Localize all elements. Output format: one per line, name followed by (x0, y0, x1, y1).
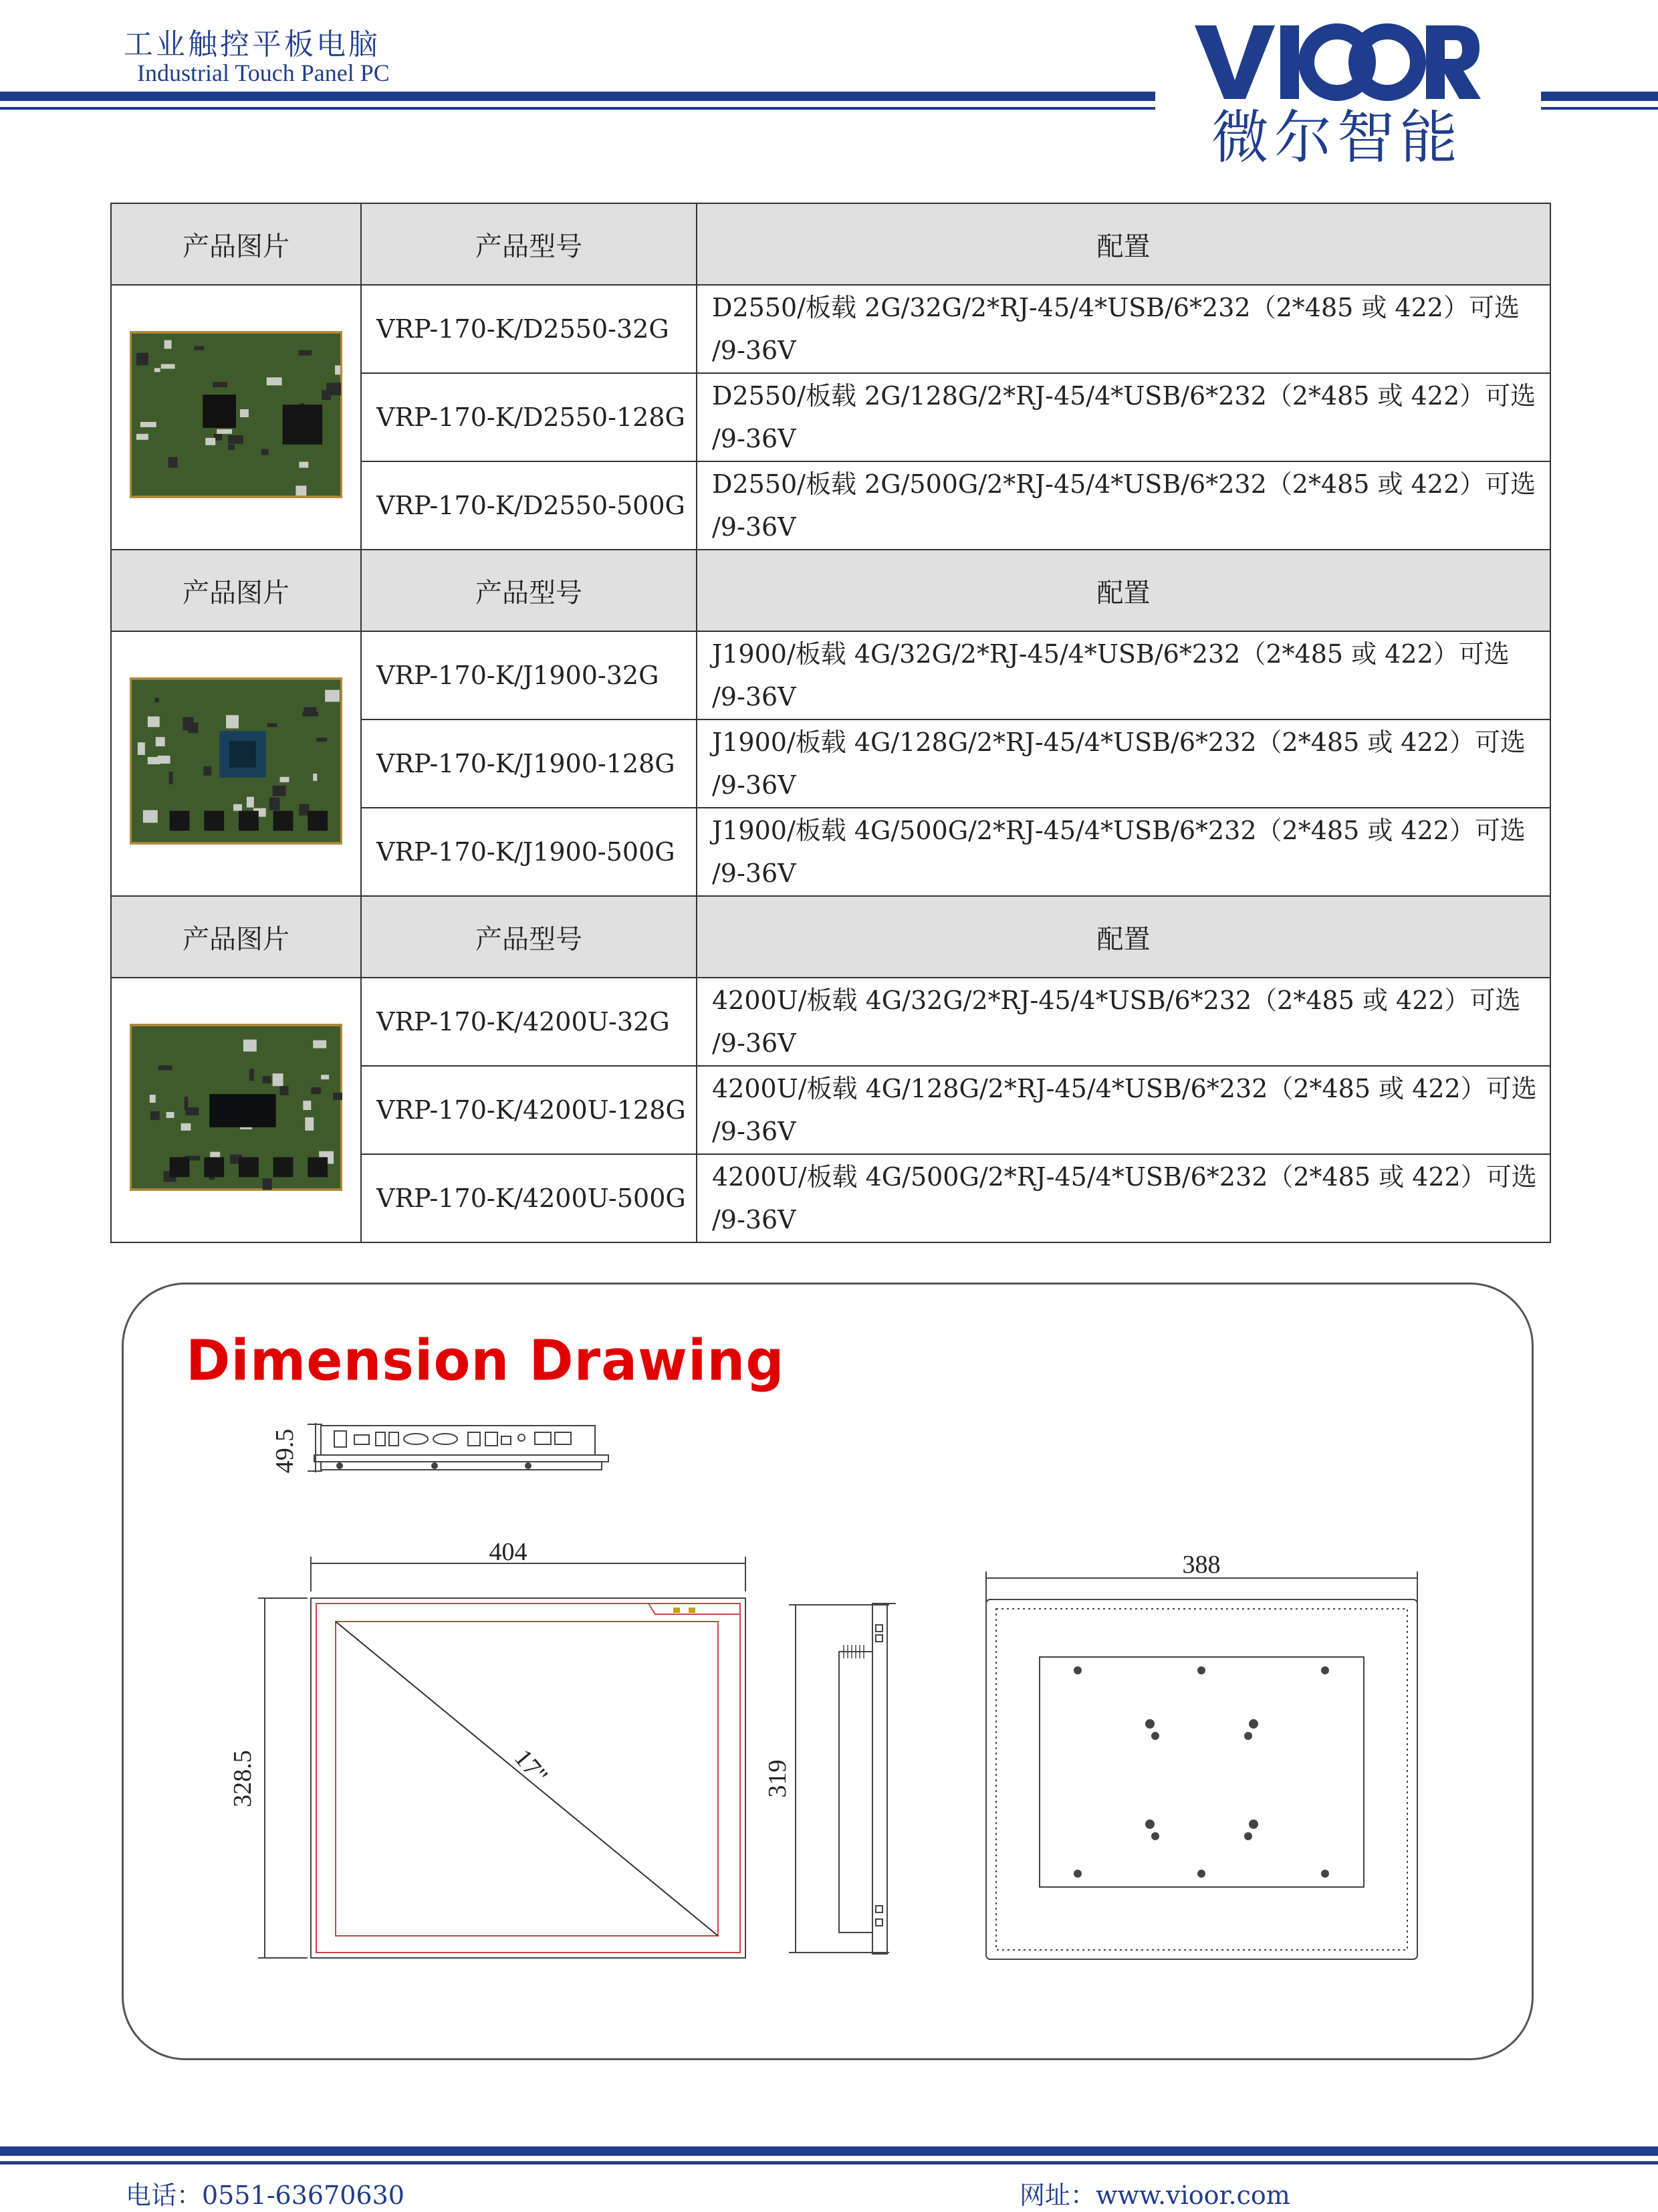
model-cell: VRP-170-K/J1900-128G (361, 720, 697, 808)
d2550-board-photo (130, 331, 342, 498)
config-cell (697, 978, 1550, 1066)
config-cell (697, 720, 1550, 808)
dim-depth: 49.5 (271, 1428, 299, 1474)
config-line: D2550/板载 2G/128G/2*RJ-45/4*USB/6*232（2*485 或 422）可选 (712, 381, 1536, 411)
table-row (111, 631, 1550, 720)
config-line: /9-36V (712, 682, 796, 711)
table-header-row (111, 550, 1550, 631)
header-title-cn: 工业触控平板电脑 (124, 27, 380, 62)
config-line: /9-36V (712, 859, 796, 888)
config-line: /9-36V (712, 336, 796, 365)
dim-width-front: 404 (489, 1538, 527, 1566)
table-header-cell: 产品型号 (361, 896, 697, 978)
model-cell: VRP-170-K/D2550-128G (361, 373, 697, 461)
model-cell: VRP-170-K/4200U-128G (361, 1066, 697, 1154)
table-row (111, 285, 1550, 373)
config-line: /9-36V (712, 1028, 796, 1058)
config-cell (697, 808, 1550, 896)
table-header-cell: 配置 (697, 896, 1550, 978)
config-line: /9-36V (712, 1117, 796, 1146)
config-line: /9-36V (712, 424, 796, 453)
dim-height-side: 319 (763, 1759, 792, 1798)
svg-text:微尔智能: 微尔智能 (1211, 104, 1463, 167)
table-header-row (111, 203, 1550, 285)
config-cell (697, 631, 1550, 720)
table-header-cell: 配置 (697, 550, 1550, 631)
dimension-title: Dimension Drawing (186, 1327, 785, 1394)
dim-height-front: 328.5 (229, 1750, 257, 1807)
table-header-cell: 产品图片 (111, 550, 361, 631)
j1900-board-photo (130, 677, 342, 845)
spec-table (110, 203, 1551, 1243)
model-cell: VRP-170-K/J1900-32G (361, 631, 697, 720)
dimension-drawing (221, 1391, 1457, 1979)
header-rule-thin (0, 107, 1155, 110)
config-line: J1900/板载 4G/32G/2*RJ-45/4*USB/6*232（2*485 或 422）可选 (712, 639, 1510, 669)
product-image-cell (111, 978, 361, 1242)
vioor-logo (1193, 20, 1481, 167)
config-line: /9-36V (712, 770, 796, 800)
model-cell: VRP-170-K/4200U-32G (361, 978, 697, 1066)
model-cell: VRP-170-K/4200U-500G (361, 1154, 697, 1242)
table-header-cell: 配置 (697, 203, 1550, 285)
config-cell (697, 1066, 1550, 1154)
table-header-cell: 产品型号 (361, 550, 697, 631)
config-line: J1900/板载 4G/128G/2*RJ-45/4*USB/6*232（2*485 或 422）可选 (712, 728, 1526, 757)
config-line: 4200U/板载 4G/128G/2*RJ-45/4*USB/6*232（2*485 或 422）可选 (712, 1074, 1537, 1103)
footer-phone: 电话：0551-63670630 (126, 2181, 404, 2210)
model-cell: VRP-170-K/D2550-32G (361, 285, 697, 373)
table-header-row (111, 896, 1550, 978)
header-rule-right (1541, 92, 1658, 101)
footer-rule-thin (0, 2161, 1658, 2165)
config-line: D2550/板载 2G/32G/2*RJ-45/4*USB/6*232（2*485 或 422）可选 (712, 293, 1520, 322)
config-cell (697, 373, 1550, 461)
config-cell (697, 461, 1550, 550)
config-cell (697, 1154, 1550, 1242)
model-cell: VRP-170-K/J1900-500G (361, 808, 697, 896)
table-row (111, 978, 1550, 1066)
dim-diagonal: 17" (508, 1744, 554, 1790)
header-title-en: Industrial Touch Panel PC (137, 60, 390, 86)
footer-website[interactable]: 网址：www.vioor.com (1020, 2181, 1290, 2210)
product-image-cell (111, 631, 361, 896)
header-rule (0, 92, 1155, 101)
table-header-cell: 产品型号 (361, 203, 697, 285)
dim-width-back: 388 (1182, 1551, 1221, 1579)
model-cell: VRP-170-K/D2550-500G (361, 461, 697, 550)
config-line: /9-36V (712, 512, 796, 542)
config-line: D2550/板载 2G/500G/2*RJ-45/4*USB/6*232（2*485 或 422）可选 (712, 469, 1536, 499)
table-header-cell: 产品图片 (111, 896, 361, 978)
config-cell (697, 285, 1550, 373)
config-line: 4200U/板载 4G/500G/2*RJ-45/4*USB/6*232（2*485 或 422）可选 (712, 1162, 1537, 1192)
config-line: 4200U/板载 4G/32G/2*RJ-45/4*USB/6*232（2*485 或 422）可选 (712, 986, 1521, 1015)
footer-rule (0, 2146, 1658, 2156)
header-rule-right-thin (1541, 107, 1658, 110)
product-image-cell (111, 285, 361, 550)
config-line: J1900/板载 4G/500G/2*RJ-45/4*USB/6*232（2*485 或 422）可选 (712, 816, 1526, 845)
4200u-board-photo (130, 1024, 342, 1191)
config-line: /9-36V (712, 1205, 796, 1234)
table-header-cell: 产品图片 (111, 203, 361, 285)
